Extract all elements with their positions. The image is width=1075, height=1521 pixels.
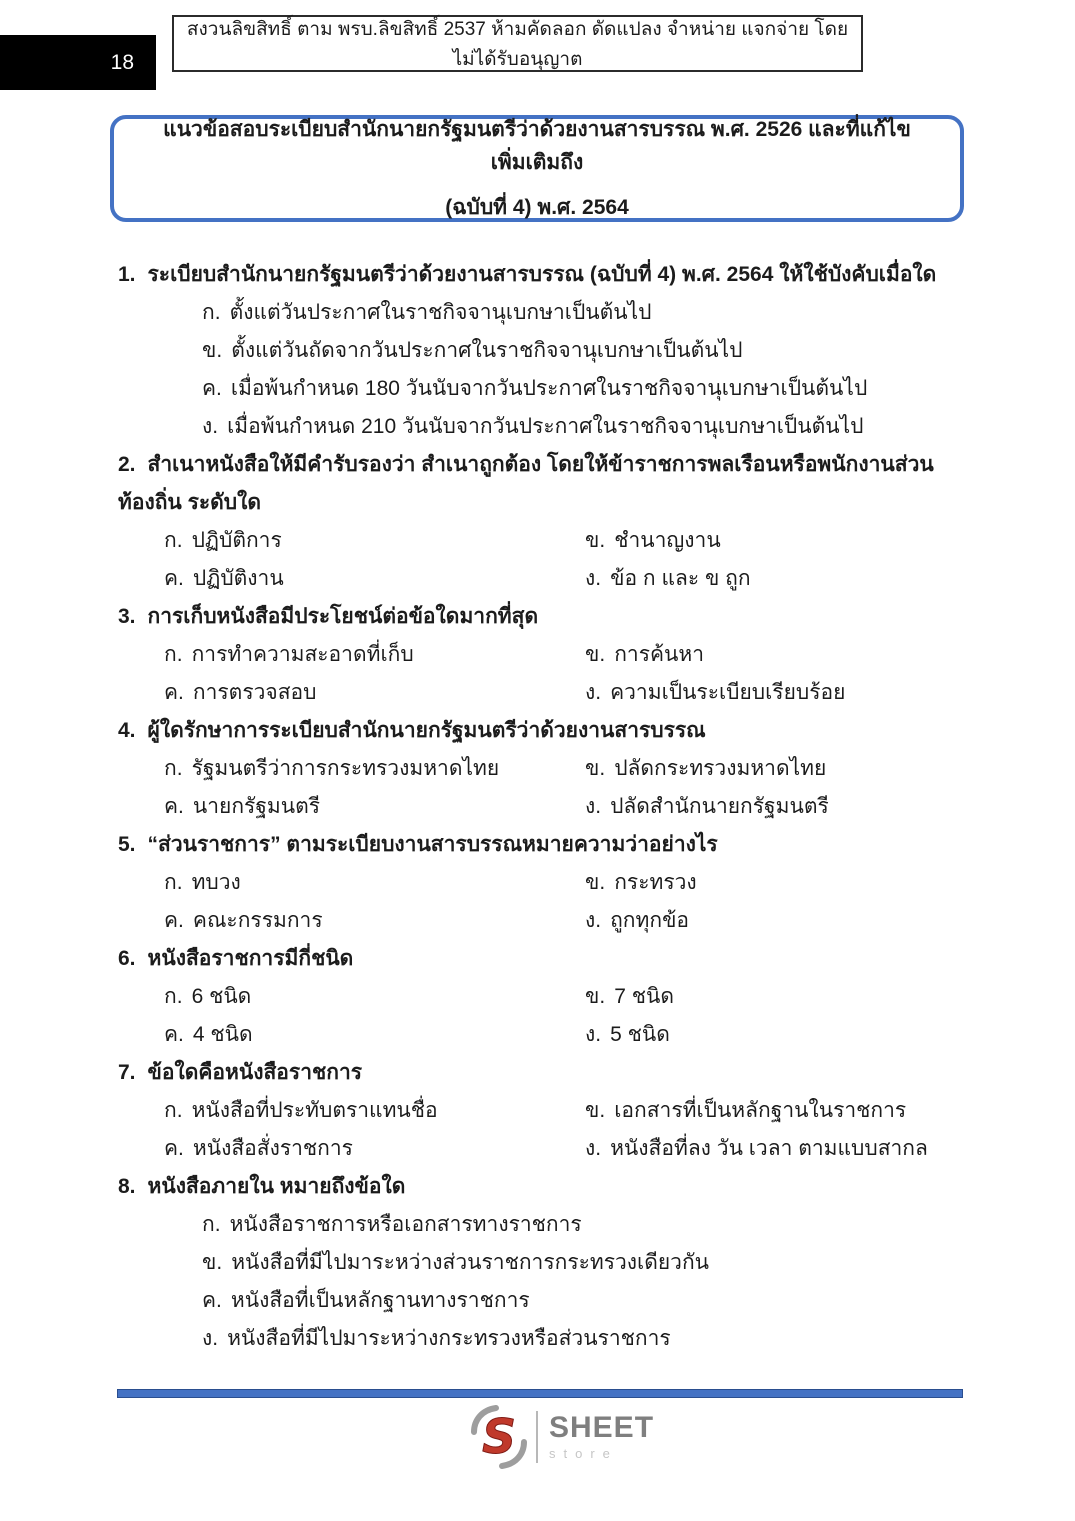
question-1-text bbox=[118, 256, 964, 294]
question-6-options bbox=[118, 978, 964, 1054]
option-text: ปฏิบัติการ bbox=[191, 529, 282, 552]
question-5-text bbox=[118, 826, 964, 864]
question-6-text bbox=[118, 940, 964, 978]
question-text: การเก็บหนังสือมีประโยชน์ต่อข้อใดมากที่สุด bbox=[147, 605, 539, 628]
logo-brand-text: SHEET bbox=[549, 1411, 655, 1444]
option-label: ง. bbox=[585, 1137, 602, 1160]
questions-section bbox=[118, 256, 964, 1358]
option-label: ค. bbox=[164, 1023, 184, 1046]
option-d bbox=[585, 788, 964, 826]
option-b bbox=[585, 522, 964, 560]
option-label: ค. bbox=[164, 681, 184, 704]
option-d bbox=[585, 674, 964, 712]
question-number: 3. bbox=[118, 605, 136, 628]
question-7 bbox=[118, 1054, 964, 1168]
option-text: รัฐมนตรีว่าการกระทรวงมหาดไทย bbox=[191, 757, 500, 780]
question-3-text bbox=[118, 598, 964, 636]
option-text: หนังสือที่มีไปมาระหว่างส่วนราชการกระทรวงเดียวกัน bbox=[231, 1251, 710, 1274]
question-text: หนังสือราชการมีกี่ชนิด bbox=[147, 947, 354, 970]
option-text: 7 ชนิด bbox=[614, 985, 674, 1008]
option-label: ก. bbox=[164, 643, 183, 666]
option-a bbox=[164, 978, 585, 1016]
option-text: หนังสือที่มีไปมาระหว่างกระทรวงหรือส่วนราชการ bbox=[227, 1327, 671, 1350]
option-label: ก. bbox=[164, 985, 183, 1008]
question-number: 7. bbox=[118, 1061, 136, 1084]
option-label: ก. bbox=[164, 529, 183, 552]
option-text: หนังสือสั่งราชการ bbox=[192, 1137, 353, 1160]
option-d bbox=[585, 560, 964, 598]
option-text: ตั้งแต่วันประกาศในราชกิจจานุเบกษาเป็นต้นไป bbox=[229, 301, 652, 324]
option-text: นายกรัฐมนตรี bbox=[192, 795, 321, 818]
question-3 bbox=[118, 598, 964, 712]
option-text: เมื่อพ้นกำหนด 180 วันนับจากวันประกาศในราชกิจจานุเบกษาเป็นต้นไป bbox=[230, 377, 868, 400]
option-a bbox=[164, 636, 585, 674]
question-text: “ส่วนราชการ” ตามระเบียบงานสารบรรณหมายความว่าอย่างไร bbox=[147, 833, 718, 856]
option-text: 5 ชนิด bbox=[610, 1023, 670, 1046]
question-8 bbox=[118, 1168, 964, 1358]
question-text: ข้อใดคือหนังสือราชการ bbox=[147, 1061, 363, 1084]
option-b bbox=[585, 864, 964, 902]
question-number: 5. bbox=[118, 833, 136, 856]
option-a bbox=[164, 1092, 585, 1130]
option-label: ก. bbox=[164, 757, 183, 780]
option-text: ปฏิบัติงาน bbox=[192, 567, 284, 590]
question-number: 8. bbox=[118, 1175, 136, 1198]
question-4-options bbox=[118, 750, 964, 826]
question-text: หนังสือภายใน หมายถึงข้อใด bbox=[147, 1175, 406, 1198]
option-c bbox=[164, 1016, 585, 1054]
option-label: ค. bbox=[164, 909, 184, 932]
option-a bbox=[118, 1206, 964, 1244]
exam-title-box bbox=[110, 115, 964, 222]
question-8-text bbox=[118, 1168, 964, 1206]
option-label: ข. bbox=[585, 529, 606, 552]
question-2-text bbox=[118, 446, 964, 522]
option-c bbox=[164, 560, 585, 598]
question-5 bbox=[118, 826, 964, 940]
option-label: ง. bbox=[585, 909, 602, 932]
option-text: ทบวง bbox=[191, 871, 241, 894]
footer-divider bbox=[117, 1389, 963, 1398]
option-b bbox=[118, 332, 964, 370]
question-8-options bbox=[118, 1206, 964, 1358]
question-text: สำเนาหนังสือให้มีคำรับรองว่า สำเนาถูกต้อง โดยให้ข้าราชการพลเรือนหรือพนักงานส่วนท้องถิ่น ระดับใด bbox=[118, 453, 934, 514]
option-label: ข. bbox=[202, 1251, 223, 1274]
option-text: ปลัดกระทรวงมหาดไทย bbox=[614, 757, 827, 780]
option-d bbox=[118, 1320, 964, 1358]
page-number-box bbox=[0, 35, 156, 90]
svg-text:S: S bbox=[482, 1410, 516, 1465]
option-b bbox=[585, 636, 964, 674]
question-2-options bbox=[118, 522, 964, 598]
question-6 bbox=[118, 940, 964, 1054]
option-a bbox=[164, 522, 585, 560]
option-text: การตรวจสอบ bbox=[192, 681, 317, 704]
option-label: ข. bbox=[585, 985, 606, 1008]
option-text: หนังสือที่ลง วัน เวลา ตามแบบสากล bbox=[610, 1137, 928, 1160]
option-label: ข. bbox=[585, 757, 606, 780]
option-c bbox=[164, 788, 585, 826]
option-c bbox=[164, 1130, 585, 1168]
logo-wordmark bbox=[549, 1413, 654, 1461]
option-c bbox=[164, 674, 585, 712]
footer-logo bbox=[470, 1404, 654, 1470]
exam-title-line1: แนวข้อสอบระเบียบสำนักนายกรัฐมนตรีว่าด้วยงานสารบรรณ พ.ศ. 2526 และที่แก้ไขเพิ่มเติมถึง bbox=[163, 118, 911, 174]
question-number: 4. bbox=[118, 719, 136, 742]
question-number: 6. bbox=[118, 947, 136, 970]
logo-divider bbox=[536, 1411, 538, 1463]
option-text: 6 ชนิด bbox=[191, 985, 252, 1008]
option-label: ง. bbox=[585, 567, 602, 590]
page-number: 18 bbox=[110, 50, 134, 74]
option-label: ง. bbox=[585, 681, 602, 704]
option-c bbox=[118, 1282, 964, 1320]
question-7-text bbox=[118, 1054, 964, 1092]
option-label: ข. bbox=[585, 871, 606, 894]
question-number: 1. bbox=[118, 263, 136, 286]
option-text: ตั้งแต่วันถัดจากวันประกาศในราชกิจจานุเบกษาเป็นต้นไป bbox=[231, 339, 743, 362]
question-7-options bbox=[118, 1092, 964, 1168]
option-label: ค. bbox=[202, 377, 222, 400]
option-d bbox=[585, 902, 964, 940]
option-d bbox=[585, 1130, 964, 1168]
option-text: ความเป็นระเบียบเรียบร้อย bbox=[610, 681, 846, 704]
option-label: ค. bbox=[164, 795, 184, 818]
option-label: ก. bbox=[164, 871, 183, 894]
question-1 bbox=[118, 256, 964, 446]
option-d bbox=[118, 408, 964, 446]
option-label: ข. bbox=[585, 643, 606, 666]
option-text: การค้นหา bbox=[614, 643, 705, 666]
question-number: 2. bbox=[118, 453, 136, 476]
question-2 bbox=[118, 446, 964, 598]
option-label: ค. bbox=[202, 1289, 222, 1312]
question-4-text bbox=[118, 712, 964, 750]
option-c bbox=[118, 370, 964, 408]
option-text: เมื่อพ้นกำหนด 210 วันนับจากวันประกาศในราชกิจจานุเบกษาเป็นต้นไป bbox=[227, 415, 864, 438]
option-text: ข้อ ก และ ข ถูก bbox=[610, 567, 751, 590]
question-text: ระเบียบสำนักนายกรัฐมนตรีว่าด้วยงานสารบรรณ (ฉบับที่ 4) พ.ศ. 2564 ให้ใช้บังคับเมื่อใด bbox=[147, 263, 937, 286]
option-d bbox=[585, 1016, 964, 1054]
option-text: ถูกทุกข้อ bbox=[610, 909, 690, 932]
option-label: ง. bbox=[202, 415, 219, 438]
question-1-options bbox=[118, 294, 964, 446]
option-a bbox=[164, 750, 585, 788]
sheet-store-logo-icon bbox=[470, 1404, 528, 1470]
option-b bbox=[585, 750, 964, 788]
option-text: หนังสือราชการหรือเอกสารทางราชการ bbox=[229, 1213, 582, 1236]
option-text: หนังสือที่ประทับตราแทนชื่อ bbox=[191, 1099, 438, 1122]
option-a bbox=[118, 294, 964, 332]
option-label: ง. bbox=[585, 795, 602, 818]
exam-title-line2: (ฉบับที่ 4) พ.ศ. 2564 bbox=[445, 196, 629, 219]
option-label: ข. bbox=[202, 339, 223, 362]
option-text: กระทรวง bbox=[614, 871, 697, 894]
option-b bbox=[118, 1244, 964, 1282]
option-label: ก. bbox=[164, 1099, 183, 1122]
option-label: ง. bbox=[202, 1327, 219, 1350]
copyright-text: สงวนลิขสิทธิ์ ตาม พรบ.ลิขสิทธิ์ 2537 ห้ามคัดลอก ดัดแปลง จำหน่าย แจกจ่าย โดยไม่ได้รับอนุญาต bbox=[186, 18, 849, 70]
option-text: การทำความสะอาดที่เก็บ bbox=[191, 643, 414, 666]
option-a bbox=[164, 864, 585, 902]
option-text: 4 ชนิด bbox=[192, 1023, 253, 1046]
option-b bbox=[585, 1092, 964, 1130]
option-text: เอกสารที่เป็นหลักฐานในราชการ bbox=[614, 1099, 907, 1122]
question-3-options bbox=[118, 636, 964, 712]
option-text: ปลัดสำนักนายกรัฐมนตรี bbox=[610, 795, 829, 818]
option-label: ง. bbox=[585, 1023, 602, 1046]
question-5-options bbox=[118, 864, 964, 940]
question-text: ผู้ใดรักษาการระเบียบสำนักนายกรัฐมนตรีว่าด้วยงานสารบรรณ bbox=[147, 719, 706, 742]
copyright-banner bbox=[172, 15, 863, 72]
option-b bbox=[585, 978, 964, 1016]
option-text: คณะกรรมการ bbox=[192, 909, 323, 932]
option-c bbox=[164, 902, 585, 940]
option-label: ค. bbox=[164, 1137, 184, 1160]
option-label: ค. bbox=[164, 567, 184, 590]
option-label: ก. bbox=[202, 301, 221, 324]
option-text: ชำนาญงาน bbox=[614, 529, 721, 552]
option-label: ข. bbox=[585, 1099, 606, 1122]
option-label: ก. bbox=[202, 1213, 221, 1236]
option-text: หนังสือที่เป็นหลักฐานทางราชการ bbox=[230, 1289, 530, 1312]
logo-brand-subtext: store bbox=[549, 1446, 618, 1461]
question-4 bbox=[118, 712, 964, 826]
